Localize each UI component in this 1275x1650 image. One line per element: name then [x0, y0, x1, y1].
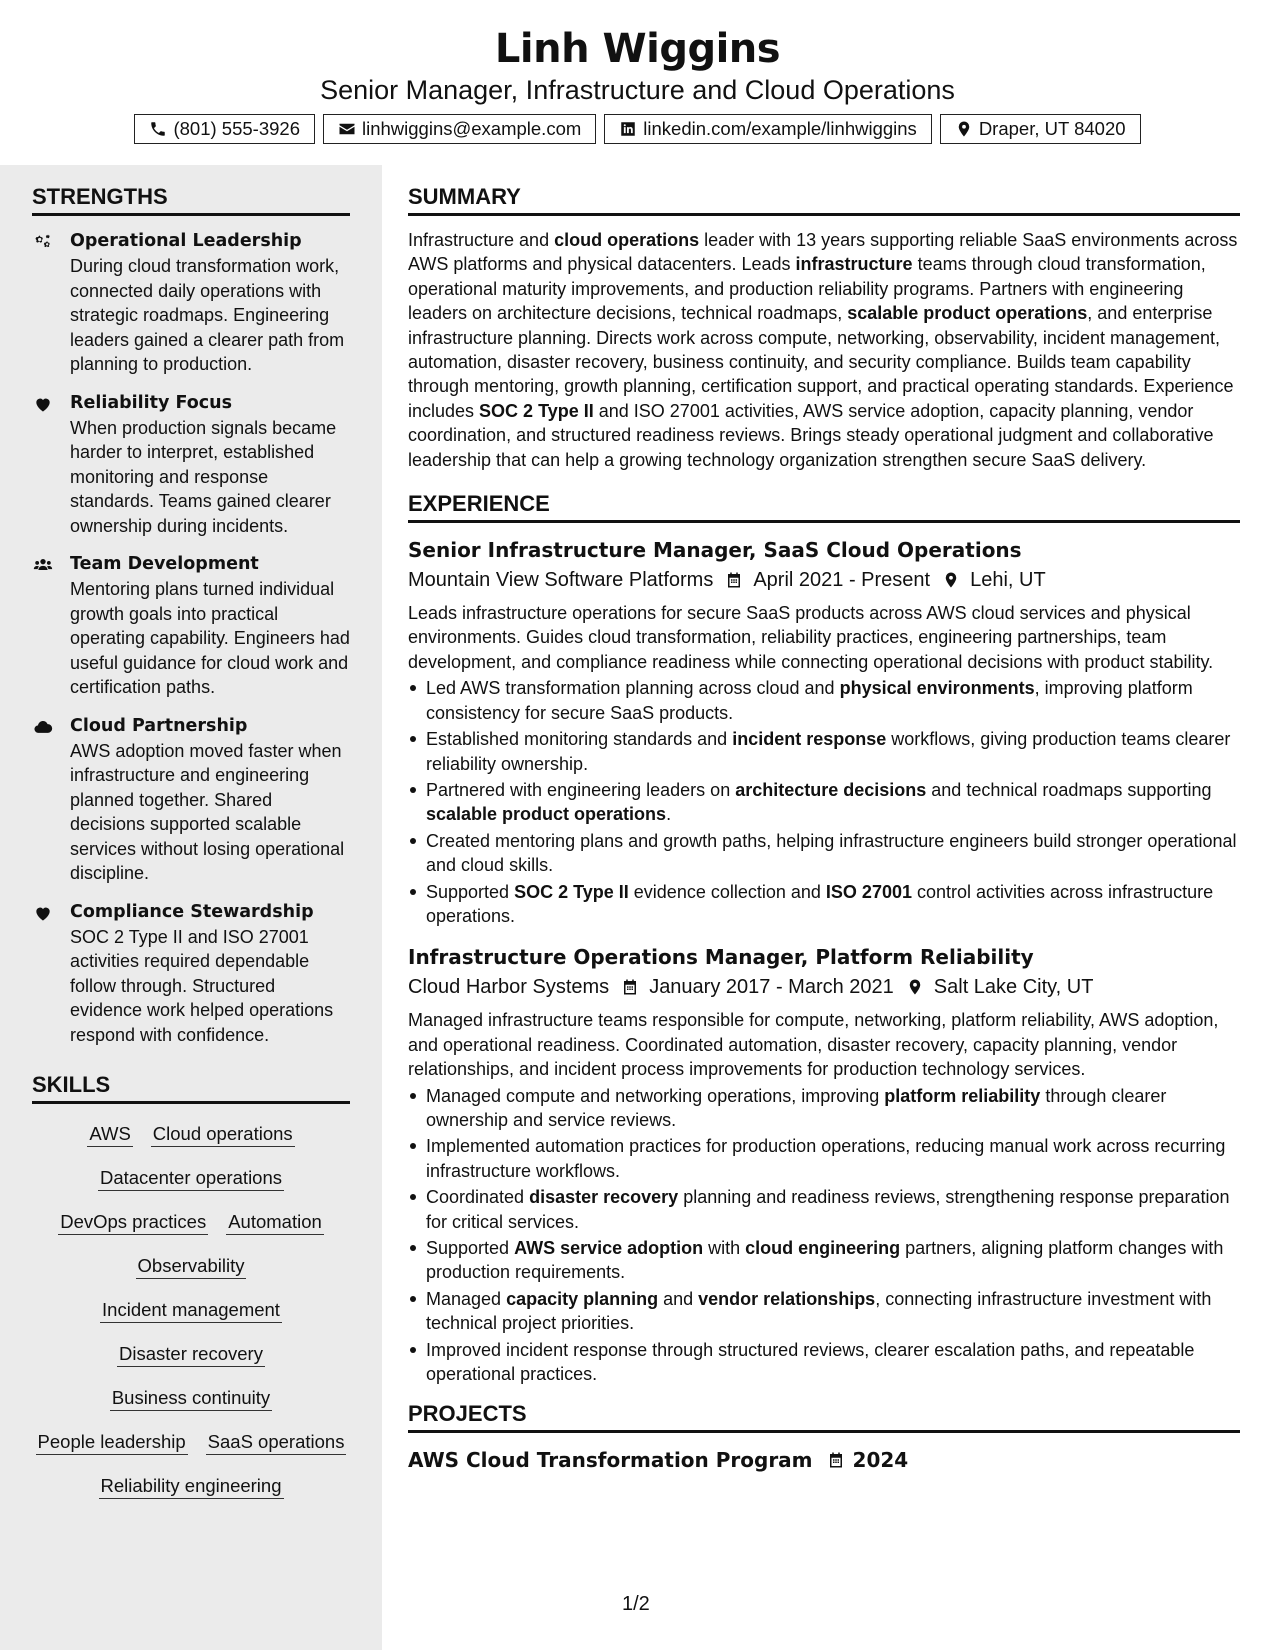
map-pin-icon [942, 571, 960, 589]
contact-bar [0, 114, 1275, 144]
job-bullets [408, 1084, 1240, 1387]
sidebar [0, 165, 382, 1650]
skills-section [32, 1071, 350, 1499]
phone-text: (801) 555-3926 [173, 118, 300, 139]
job-company: Mountain View Software Platforms [408, 569, 714, 592]
strength-title: Team Development [70, 554, 259, 574]
job-bullet: Supported SOC 2 Type II evidence collection and ISO 27001 control activities across infrastructure operations. [408, 880, 1240, 929]
strength-desc: AWS adoption moved faster when infrastructure and engineering planned together. Shared decisions supported scalable services without losing operational discipline. [70, 740, 345, 883]
strength-title: Compliance Stewardship [70, 901, 314, 922]
job-bullet: Established monitoring standards and incident response workflows, giving production teams clearer reliability ownership. [408, 727, 1240, 776]
job-bullet: Coordinated disaster recovery planning and readiness reviews, strengthening response preparation for critical services. [408, 1185, 1240, 1234]
job-meta [408, 972, 1240, 1002]
strength-title: Operational Leadership [70, 231, 302, 251]
job-dates: April 2021 - Present [753, 569, 931, 592]
projects-heading: PROJECTS [408, 1400, 1240, 1433]
skill-tag: Business continuity [110, 1386, 272, 1411]
skill-tag: Observability [136, 1254, 247, 1279]
skill-tag: People leadership [36, 1430, 188, 1455]
candidate-name: Linh Wiggins [494, 26, 781, 72]
calendar-icon [827, 1451, 845, 1469]
linkedin-icon [619, 120, 637, 138]
resume-header [0, 0, 1275, 165]
candidate-title: Senior Manager, Infrastructure and Cloud Operations [320, 75, 955, 105]
calendar-icon [725, 571, 743, 589]
job-bullet: Improved incident response through structured reviews, clearer escalation paths, and repeatable operational practices. [408, 1338, 1240, 1387]
strength-title: Reliability Focus [70, 392, 233, 413]
job-entry [408, 535, 1240, 928]
strengths-heading: STRENGTHS [32, 183, 350, 216]
experience-heading: EXPERIENCE [408, 490, 1240, 523]
job-meta [408, 565, 1240, 595]
contact-location[interactable] [940, 114, 1141, 144]
calendar-icon [621, 978, 639, 996]
strength-desc: When production signals became harder to interpret, established monitoring and response standards. Teams gained clearer ownership during incidents. [70, 417, 337, 536]
job-bullet: Led AWS transformation planning across cloud and physical environments, improving platform consistency for secure SaaS products. [408, 676, 1240, 725]
skill-tag: SaaS operations [206, 1430, 347, 1455]
job-bullet: Implemented automation practices for production operations, reducing manual work across recurring infrastructure workflows. [408, 1134, 1240, 1183]
skill-tag: Incident management [100, 1298, 282, 1323]
job-bullet: Partnered with engineering leaders on architecture decisions and technical roadmaps supporting scalable product operations. [408, 778, 1240, 827]
job-bullet: Supported AWS service adoption with cloud engineering partners, aligning platform changes with production requirements. [408, 1236, 1240, 1285]
phone-icon [149, 120, 167, 138]
strength-item [32, 390, 350, 539]
skills-heading: SKILLS [32, 1071, 350, 1104]
job-company: Cloud Harbor Systems [408, 976, 610, 999]
job-description: Leads infrastructure operations for secure SaaS products across AWS cloud services and physical environments. Guides cloud transformation, reliability practices, engineering partnerships, team development, and compliance readiness while connecting operational decisions with product stability. [408, 603, 1214, 672]
users-icon [32, 555, 54, 575]
contact-email[interactable] [323, 114, 596, 144]
envelope-icon [338, 120, 356, 138]
strength-item [32, 899, 350, 1048]
summary-heading: SUMMARY [408, 183, 1240, 216]
map-pin-icon [906, 978, 924, 996]
job-bullet: Managed compute and networking operations, improving platform reliability through clearer ownership and service reviews. [408, 1084, 1240, 1133]
email-text: linhwiggins@example.com [361, 118, 582, 139]
strength-desc: During cloud transformation work, connected daily operations with strategic roadmaps. Engineering leaders gained a clearer path from planning to production. [70, 256, 345, 374]
project-title: AWS Cloud Transformation Program [408, 1448, 813, 1473]
contact-linkedin[interactable] [604, 114, 932, 144]
cloud-icon [32, 717, 54, 737]
skill-tag: Reliability engineering [99, 1474, 284, 1499]
heart-icon [32, 394, 54, 414]
strength-item [32, 551, 350, 700]
job-bullets [408, 676, 1240, 928]
page-number: 1/2 [622, 1593, 650, 1615]
heart-icon [32, 903, 54, 923]
skill-tag: Cloud operations [151, 1122, 295, 1147]
job-dates: January 2017 - March 2021 [649, 976, 894, 999]
summary-text: Infrastructure and cloud operations leader with 13 years supporting reliable SaaS environments across AWS platforms and physical datacenters. Leads infrastructure teams through cloud transformation, operational maturity improvements, and production reliability programs. Partners with engineering leaders on architecture decisions, technical roadmaps, scalable product operations, and enterprise infrastructure planning. Directs work across compute, networking, observability, incident management, automation, disaster recovery, business continuity, and security compliance. Builds team capability through mentoring, growth planning, certification support, and practical operating standards. Experience includes SOC 2 Type II and ISO 27001 activities, AWS service adoption, capacity planning, vendor coordination, and structured readiness reviews. Brings steady operational judgment and collaborative leadership that can help a growing technology organization strengthen secure SaaS delivery. [408, 230, 1238, 470]
strength-desc: SOC 2 Type II and ISO 27001 activities required dependable follow through. Structured evidence work helped operations respond with confidence. [70, 926, 334, 1045]
map-pin-icon [955, 120, 973, 138]
project-entry [408, 1445, 1240, 1475]
project-year: 2024 [852, 1448, 909, 1473]
strength-desc: Mentoring plans turned individual growth goals into practical operating capability. Engineers had useful guidance for cloud work and certification paths. [70, 579, 350, 697]
strength-item [32, 713, 350, 886]
linkedin-text: linkedin.com/example/linhwiggins [643, 118, 917, 139]
job-description: Managed infrastructure teams responsible for compute, networking, platform reliability, AWS adoption, and operational readiness. Coordinated automation, disaster recovery, capacity planning, vendor relationships, and incident process improvements for production technology services. [408, 1010, 1219, 1080]
job-location: Salt Lake City, UT [933, 976, 1094, 999]
job-location: Lehi, UT [970, 569, 1046, 592]
job-bullet: Managed capacity planning and vendor relationships, connecting infrastructure investment with technical project priorities. [408, 1287, 1240, 1336]
gears-icon [32, 232, 54, 252]
skill-tag: DevOps practices [58, 1210, 208, 1235]
job-title: Infrastructure Operations Manager, Platform Reliability [408, 945, 1034, 970]
skill-tag: Datacenter operations [98, 1166, 284, 1191]
contact-phone[interactable] [134, 114, 315, 144]
job-bullet: Created mentoring plans and growth paths, helping infrastructure engineers build stronger operational and cloud skills. [408, 829, 1240, 878]
skill-tag: Automation [226, 1210, 324, 1235]
strength-title: Cloud Partnership [70, 715, 248, 736]
skill-tag: AWS [87, 1122, 132, 1147]
strength-item [32, 228, 350, 377]
main-content [408, 165, 1240, 1475]
job-entry [408, 942, 1240, 1386]
skill-tag: Disaster recovery [117, 1342, 265, 1367]
job-title: Senior Infrastructure Manager, SaaS Cloud Operations [408, 538, 1022, 563]
location-text: Draper, UT 84020 [978, 118, 1126, 139]
